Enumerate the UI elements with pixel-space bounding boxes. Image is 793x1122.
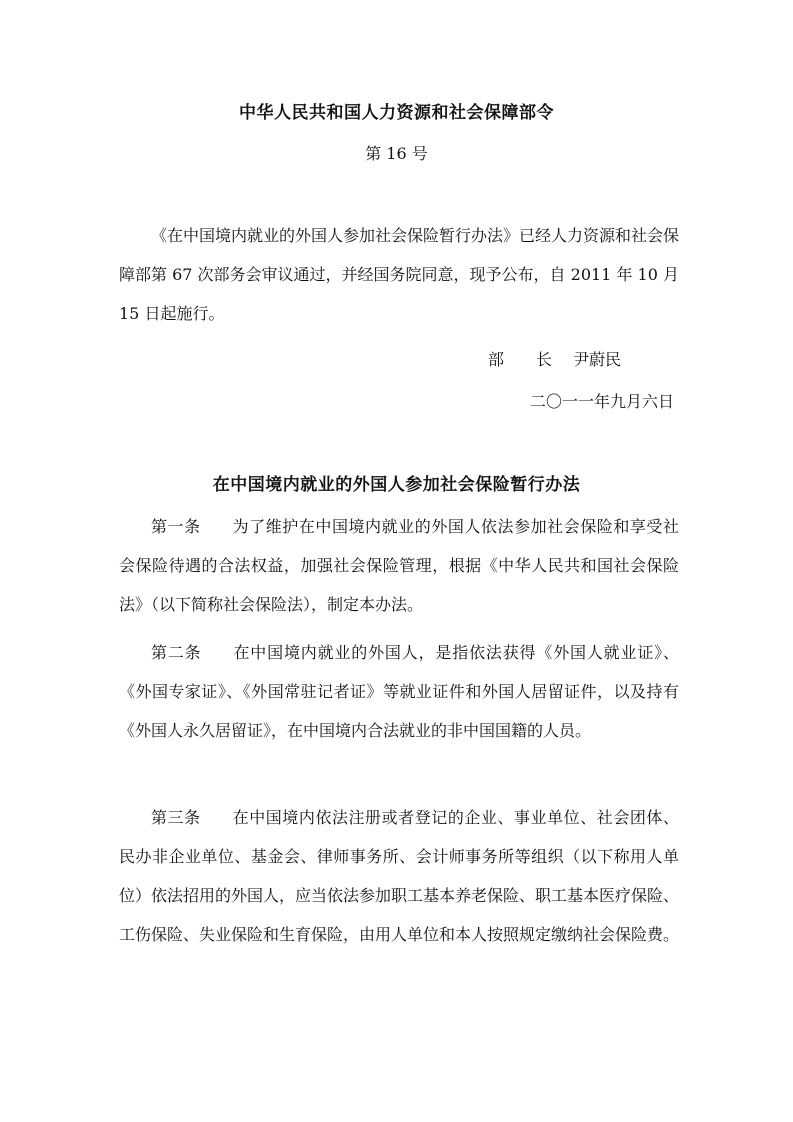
measures-title: 在中国境内就业的外国人参加社会保险暂行办法: [212, 475, 581, 495]
order-title: 中华人民共和国人力资源和社会保障部令: [239, 103, 554, 123]
signing-date: 二〇一一年九月六日: [529, 392, 674, 411]
article-number: 第一条: [151, 517, 201, 536]
article-number: 第三条: [151, 808, 201, 827]
article-number: 第二条: [151, 643, 202, 662]
minister-signature: 部 长 尹蔚民: [488, 350, 622, 369]
article-text: 在中国境内就业的外国人，是指依法获得《外国人就业证》、《外国专家证》、《外国常驻记者证》等就业证件和外国人居留证件，以及持有《外国人永久居留证》，在中国境内合法就业的非中国国籍的人员。: [119, 643, 679, 740]
article-2: [119, 633, 679, 750]
article-text: 在中国境内依法注册或者登记的企业、事业单位、社会团体、民办非企业单位、基金会、律师事务所、会计师事务所等组织（以下称用人单位）依法招用的外国人，应当依法参加职工基本养老保险、职工基本医疗保险、工伤保险、失业保险和生育保险，由用人单位和本人按照规定缴纳社会保险费。: [119, 808, 680, 944]
announcement-paragraph: 《在中国境内就业的外国人参加社会保险暂行办法》已经人力资源和社会保障部第 67 次部务会审议通过，并经国务院同意，现予公布，自 2011 年 10 月 15 日起施行。: [119, 226, 680, 323]
article-1: [119, 507, 679, 624]
article-3: [119, 798, 679, 954]
order-number: 第 16 号: [365, 144, 428, 163]
article-text: 为了维护在中国境内就业的外国人依法参加社会保险和享受社会保险待遇的合法权益，加强社会保险管理，根据《中华人民共和国社会保险法》（以下简称社会保险法），制定本办法。: [119, 517, 679, 614]
